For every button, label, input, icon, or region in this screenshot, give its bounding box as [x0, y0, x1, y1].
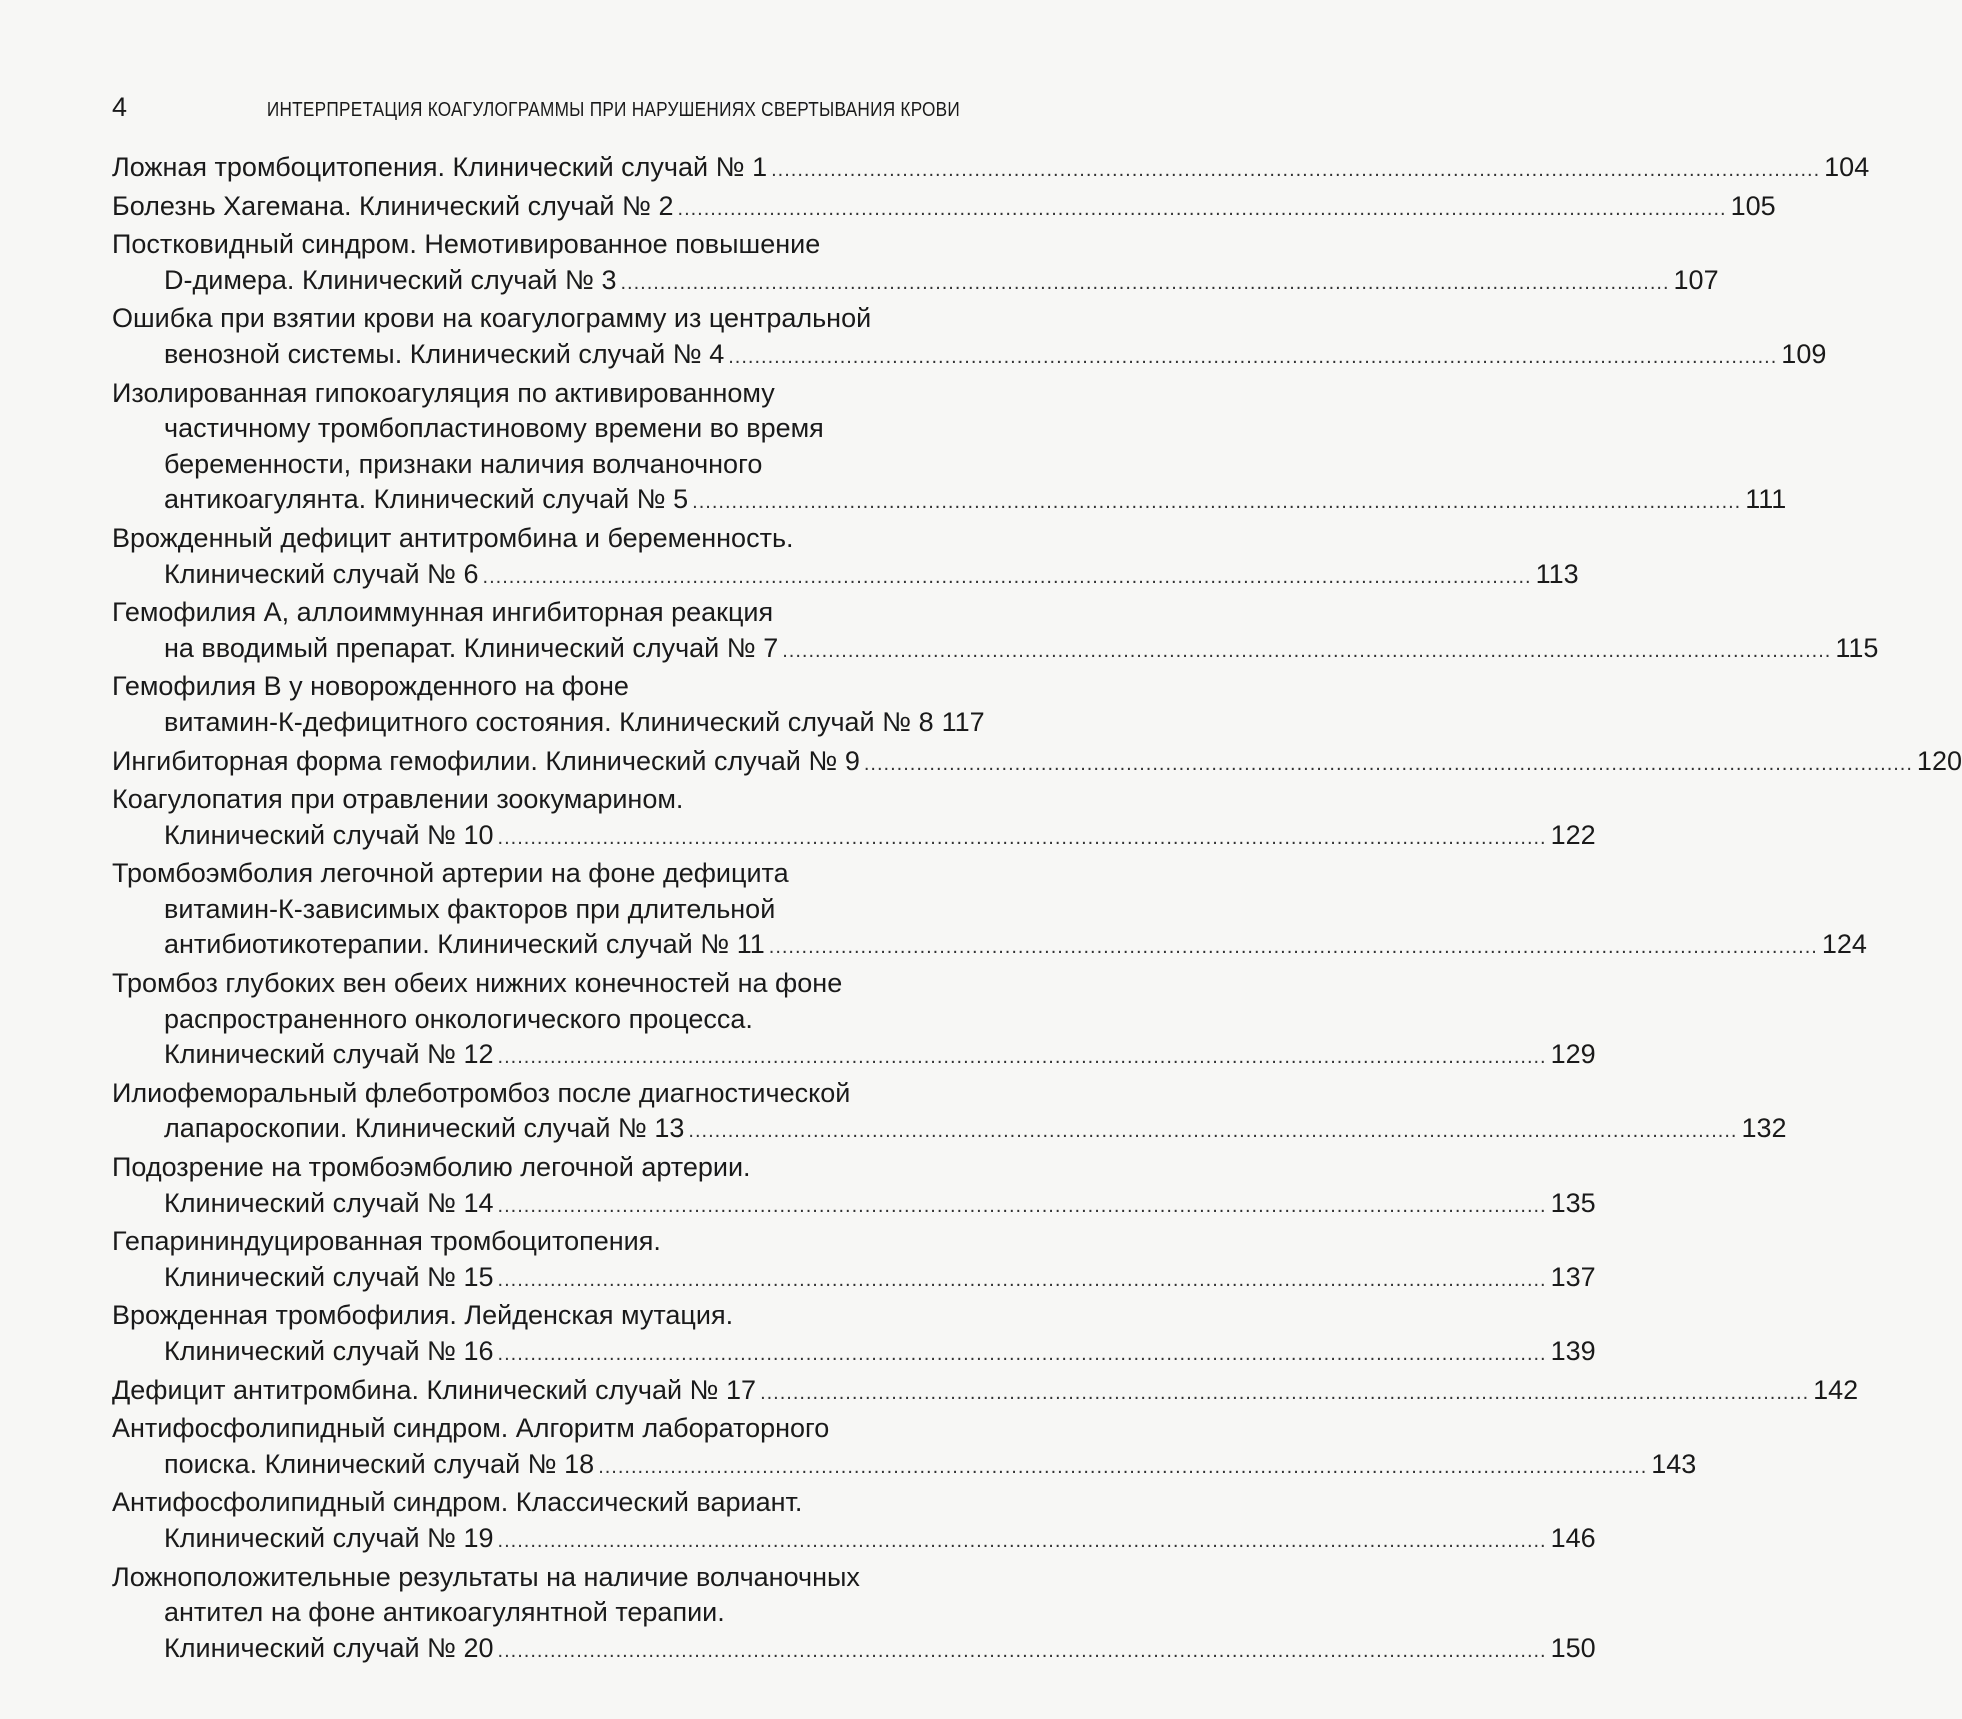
- toc-entry: [112, 595, 1879, 669]
- toc-entry-text: Ингибиторная форма гемофилии. Клинический случай № 9: [112, 745, 860, 776]
- toc-entry-text: антикоагулянта. Клинический случай № 5: [164, 484, 689, 515]
- toc-entry: [112, 669, 985, 743]
- toc-entry-text: Врожденный дефицит антитромбина и беременность.: [112, 522, 794, 553]
- toc-entry-text: Клинический случай № 15: [164, 1261, 494, 1292]
- toc-entry-last-line: [112, 337, 1827, 376]
- toc-entry-last-line: [112, 263, 1719, 302]
- toc-entry: [112, 1298, 1596, 1372]
- toc-entry-text: Изолированная гипокоагуляция по активированному: [112, 377, 775, 408]
- running-title: ИНТЕРПРЕТАЦИЯ КОАГУЛОГРАММЫ ПРИ НАРУШЕНИЯХ СВЕРТЫВАНИЯ КРОВИ: [266, 99, 960, 121]
- toc-entry-text: Ложная тромбоцитопения. Клинический случай № 1: [112, 152, 768, 182]
- toc-entry-text: Гемофилия А, аллоиммунная ингибиторная реакция: [112, 597, 774, 628]
- toc-page-number: 105: [1730, 190, 1776, 221]
- toc-entry-last-line: [112, 744, 1962, 783]
- toc-entry: [112, 521, 1579, 595]
- toc-page-number: 109: [1781, 338, 1827, 369]
- toc-entry-last-line: [112, 1186, 1596, 1225]
- toc-entry-text: Подозрение на тромбоэмболию легочной артерии.: [112, 1152, 751, 1183]
- toc-entry-last-line: [112, 818, 1596, 857]
- toc-entry-text: на вводимый препарат. Клинический случай № 7: [164, 632, 779, 663]
- toc-entry: [112, 966, 1596, 1076]
- toc-entry-text: антибиотикотерапии. Клинический случай № 11: [164, 929, 765, 960]
- toc-entry-last-line: [112, 150, 1870, 189]
- toc-entry-last-line: [112, 189, 1776, 228]
- toc-entry-last-line: [112, 1447, 1697, 1486]
- toc-entry-text: Антифосфолипидный синдром. Классический вариант.: [112, 1487, 803, 1518]
- dot-leader: [692, 485, 1741, 521]
- toc-page-number: 142: [1813, 1374, 1859, 1405]
- toc-page-number: 129: [1550, 1039, 1596, 1070]
- toc-page-number: 139: [1550, 1336, 1596, 1366]
- toc-page-number: 137: [1550, 1261, 1596, 1292]
- toc-entry-text: Тромбоэмболия легочной артерии на фоне дефицита: [112, 858, 789, 889]
- toc-entry-last-line: [112, 1037, 1596, 1076]
- toc-entry-text: Клинический случай № 14: [164, 1187, 494, 1218]
- dot-leader: [498, 1040, 1547, 1076]
- dot-leader: [771, 153, 1820, 189]
- toc-page-number: 132: [1741, 1113, 1787, 1144]
- toc-entry-text: Антифосфолипидный синдром. Алгоритм лабораторного: [112, 1413, 830, 1444]
- toc-entry-text: венозной системы. Клинический случай № 4: [164, 338, 725, 369]
- toc-entry-text: Гепарининдуцированная тромбоцитопения.: [112, 1226, 661, 1257]
- toc-entry-last-line: [112, 557, 1579, 596]
- toc-page-number: 135: [1550, 1187, 1596, 1218]
- toc-entry-text: Дефицит антитромбина. Клинический случай № 17: [112, 1374, 757, 1405]
- toc-page-number: 117: [941, 706, 985, 737]
- dot-leader: [678, 192, 1727, 228]
- page-header: [112, 92, 960, 132]
- dot-leader: [620, 266, 1669, 302]
- toc-page-number: 107: [1673, 264, 1719, 295]
- dot-leader: [483, 560, 1532, 596]
- toc-entry: [112, 1485, 1596, 1559]
- toc-entry-text: Коагулопатия при отравлении зоокумарином.: [112, 784, 684, 815]
- toc-entry-text: витамин-К-зависимых факторов при длительной: [164, 893, 776, 924]
- toc-entry-last-line: [112, 1111, 1787, 1150]
- toc-entry-last-line: [112, 1373, 1859, 1412]
- toc-entry: [112, 782, 1596, 856]
- toc-entry-last-line: [112, 1334, 1596, 1373]
- toc-entry-last-line: [112, 927, 1867, 966]
- toc-entry-text: Клинический случай № 12: [164, 1039, 494, 1070]
- dot-leader: [498, 1337, 1547, 1373]
- toc-entry: [112, 1224, 1596, 1298]
- toc-entry-text: Клинический случай № 19: [164, 1522, 494, 1553]
- toc-entry-text: Клинический случай № 6: [164, 558, 479, 589]
- dot-leader: [864, 747, 1913, 783]
- dot-leader: [498, 1634, 1547, 1670]
- toc-entry-last-line: [112, 1521, 1596, 1560]
- toc-entry: [112, 1411, 1697, 1485]
- toc-entry-text: Клинический случай № 20: [164, 1632, 494, 1663]
- toc-entry: [112, 376, 1787, 521]
- dot-leader: [769, 930, 1818, 966]
- toc-page-number: 122: [1550, 819, 1596, 850]
- toc-entry-text: лапароскопии. Клинический случай № 13: [164, 1113, 685, 1144]
- toc-entry: [112, 150, 1870, 189]
- dot-leader: [728, 340, 1777, 376]
- toc-entry-text: витамин-К-дефицитного состояния. Клинический случай № 8: [164, 706, 934, 737]
- toc-entry-text: распространенного онкологического процесса.: [164, 1003, 753, 1034]
- toc-page-number: 111: [1745, 484, 1787, 515]
- toc-page-number: 120: [1916, 745, 1962, 776]
- toc-entry-text: Клинический случай № 16: [164, 1336, 494, 1366]
- toc-entry: [112, 1560, 1596, 1670]
- toc-page-number: 150: [1550, 1632, 1596, 1663]
- page-number: 4: [112, 92, 128, 122]
- toc-entry-last-line: [112, 482, 1787, 521]
- toc-entry-text: Ложноположительные результаты на наличие волчаночных: [112, 1561, 860, 1592]
- toc-page-number: 115: [1835, 632, 1879, 663]
- toc-entry-text: Илиофеморальный флеботромбоз после диагностической: [112, 1077, 851, 1108]
- toc-entry: [112, 1076, 1787, 1150]
- toc-page-number: 124: [1821, 929, 1867, 960]
- toc-entry: [112, 227, 1719, 301]
- toc-entry-text: Постковидный синдром. Немотивированное повышение: [112, 229, 821, 260]
- toc-entry-text: поиска. Клинический случай № 18: [164, 1448, 595, 1479]
- toc-entry-last-line: [112, 705, 985, 744]
- toc-entry-last-line: [112, 631, 1879, 670]
- dot-leader: [598, 1450, 1647, 1486]
- toc-page-number: 113: [1535, 558, 1579, 589]
- toc-entry-text: частичному тромбопластиновому времени во время: [164, 413, 824, 444]
- toc-entry: [112, 1150, 1596, 1224]
- table-of-contents: [112, 150, 1962, 1669]
- toc-page-number: 146: [1550, 1522, 1596, 1553]
- toc-entry-text: D-димера. Клинический случай № 3: [164, 264, 617, 295]
- toc-entry-text: Врожденная тромбофилия. Лейденская мутация.: [112, 1300, 734, 1331]
- toc-entry-text: Клинический случай № 10: [164, 819, 494, 850]
- dot-leader: [760, 1376, 1809, 1412]
- dot-leader: [688, 1114, 1737, 1150]
- toc-entry: [112, 189, 1776, 228]
- toc-entry-text: антител на фоне антикоагулянтной терапии.: [164, 1597, 725, 1628]
- toc-page-number: 143: [1651, 1448, 1697, 1479]
- dot-leader: [498, 1524, 1547, 1560]
- toc-entry-last-line: [112, 1260, 1596, 1299]
- toc-page-number: 104: [1824, 152, 1870, 182]
- toc-entry-text: Гемофилия В у новорожденного на фоне: [112, 671, 629, 702]
- toc-entry-text: беременности, признаки наличия волчаночного: [164, 448, 763, 479]
- dot-leader: [498, 1263, 1547, 1299]
- toc-entry-text: Болезнь Хагемана. Клинический случай № 2: [112, 190, 674, 221]
- dot-leader: [782, 634, 1831, 670]
- toc-entry-text: Тромбоз глубоких вен обеих нижних конечностей на фоне: [112, 968, 843, 999]
- toc-entry: [112, 301, 1827, 375]
- dot-leader: [498, 821, 1547, 857]
- toc-entry-last-line: [112, 1631, 1596, 1670]
- toc-entry: [112, 1373, 1859, 1412]
- toc-entry: [112, 856, 1867, 966]
- toc-entry: [112, 744, 1962, 783]
- dot-leader: [498, 1189, 1547, 1225]
- toc-entry-text: Ошибка при взятии крови на коагулограмму из центральной: [112, 303, 872, 334]
